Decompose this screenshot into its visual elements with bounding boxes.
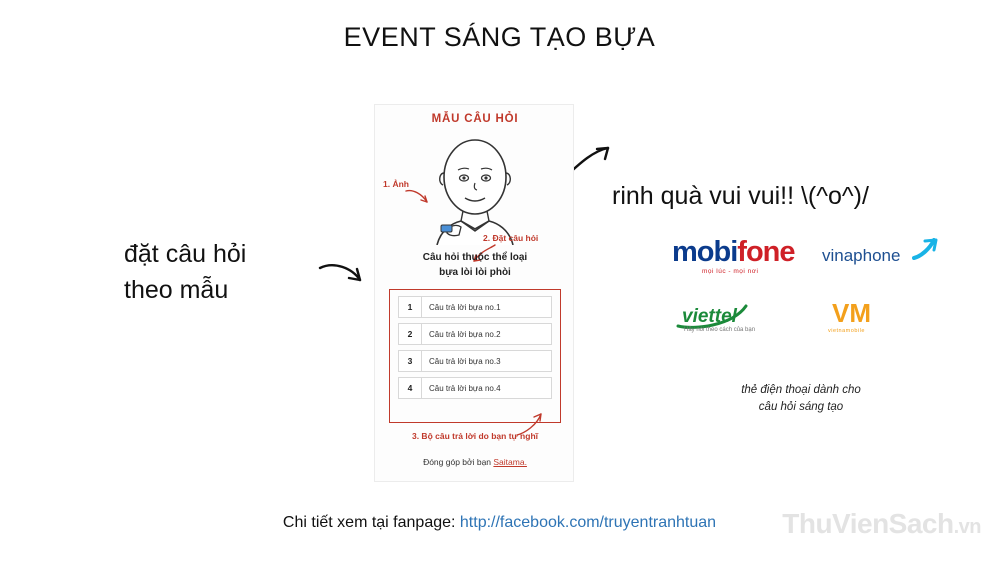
mobifone-tagline: mọi lúc - mọi nơi bbox=[702, 268, 759, 275]
answer-text: Câu trả lời bựa no.4 bbox=[429, 383, 501, 393]
answer-number: 4 bbox=[399, 378, 422, 398]
poster-label-answers: 3. Bộ câu trả lời do bạn tự nghĩ bbox=[411, 431, 538, 441]
small-red-arrow-photo-icon bbox=[405, 187, 431, 209]
page-title: EVENT SÁNG TẠO BỰA bbox=[343, 22, 656, 52]
poster-credit-prefix: Đóng góp bởi bạn bbox=[423, 457, 494, 467]
fanpage-link[interactable]: http://facebook.com/truyentranhtuan bbox=[459, 514, 717, 531]
face-drawing-icon bbox=[417, 133, 533, 245]
vinaphone-logo: vinaphone bbox=[822, 246, 901, 265]
mobifone-logo bbox=[672, 236, 795, 269]
answer-text: Câu trả lời bựa no.2 bbox=[429, 329, 501, 339]
viettel-tagline: Hãy nói theo cách của bạn bbox=[684, 327, 756, 333]
answer-number: 2 bbox=[399, 324, 422, 344]
watermark-main: ThuVienSach bbox=[782, 508, 954, 539]
poster-credit bbox=[375, 457, 575, 467]
logos-caption bbox=[676, 382, 926, 417]
watermark-tld: .vn bbox=[953, 516, 981, 538]
list-item bbox=[398, 377, 552, 399]
poster-label-photo: 1. Ảnh bbox=[383, 179, 409, 189]
left-caption-line2: theo mẫu bbox=[124, 276, 229, 305]
mobifone-logo-text-black: mobi bbox=[672, 236, 738, 268]
answers-list bbox=[389, 289, 561, 423]
saitama-face-illustration bbox=[417, 133, 533, 245]
watermark bbox=[782, 508, 981, 540]
poster-subtitle-line2: bựa lòi lòi phòi bbox=[439, 266, 511, 278]
left-caption-line1: đặt câu hỏi bbox=[124, 240, 247, 268]
poster-credit-name: Saitama. bbox=[493, 457, 527, 467]
list-item bbox=[398, 350, 552, 372]
poster-heading: MẪU CÂU HỎI bbox=[431, 113, 519, 125]
answer-number: 3 bbox=[399, 351, 422, 371]
answer-number: 1 bbox=[399, 297, 422, 317]
left-caption bbox=[124, 236, 334, 309]
poster-subtitle bbox=[375, 251, 575, 280]
footer-prefix: Chi tiết xem tại fanpage: bbox=[282, 514, 460, 531]
arrow-right-icon bbox=[318, 258, 368, 298]
poster-subtitle-line1: Câu hỏi thuộc thể loại bbox=[422, 252, 528, 263]
mobifone-logo-text-red: fone bbox=[737, 236, 795, 268]
answer-text: Câu trả lời bựa no.1 bbox=[429, 302, 501, 312]
right-caption: rinh quà vui vui!! \(^o^)/ bbox=[612, 182, 869, 210]
logos-caption-line2: câu hỏi sáng tạo bbox=[758, 401, 844, 414]
carrier-logos-group bbox=[672, 228, 932, 358]
vinaphone-swoosh-icon bbox=[912, 238, 938, 262]
answer-text: Câu trả lời bựa no.3 bbox=[429, 356, 501, 366]
vietnamobile-logo: VM bbox=[832, 298, 871, 328]
question-template-poster bbox=[374, 104, 574, 482]
vietnamobile-tagline: vietnamobile bbox=[828, 328, 865, 334]
list-item bbox=[398, 323, 552, 345]
list-item bbox=[398, 296, 552, 318]
viettel-logo: viettel bbox=[682, 306, 737, 327]
poster-label-question: 2. Đặt câu hỏi bbox=[483, 233, 539, 243]
logos-caption-line1: thẻ điện thoại dành cho bbox=[741, 384, 861, 396]
